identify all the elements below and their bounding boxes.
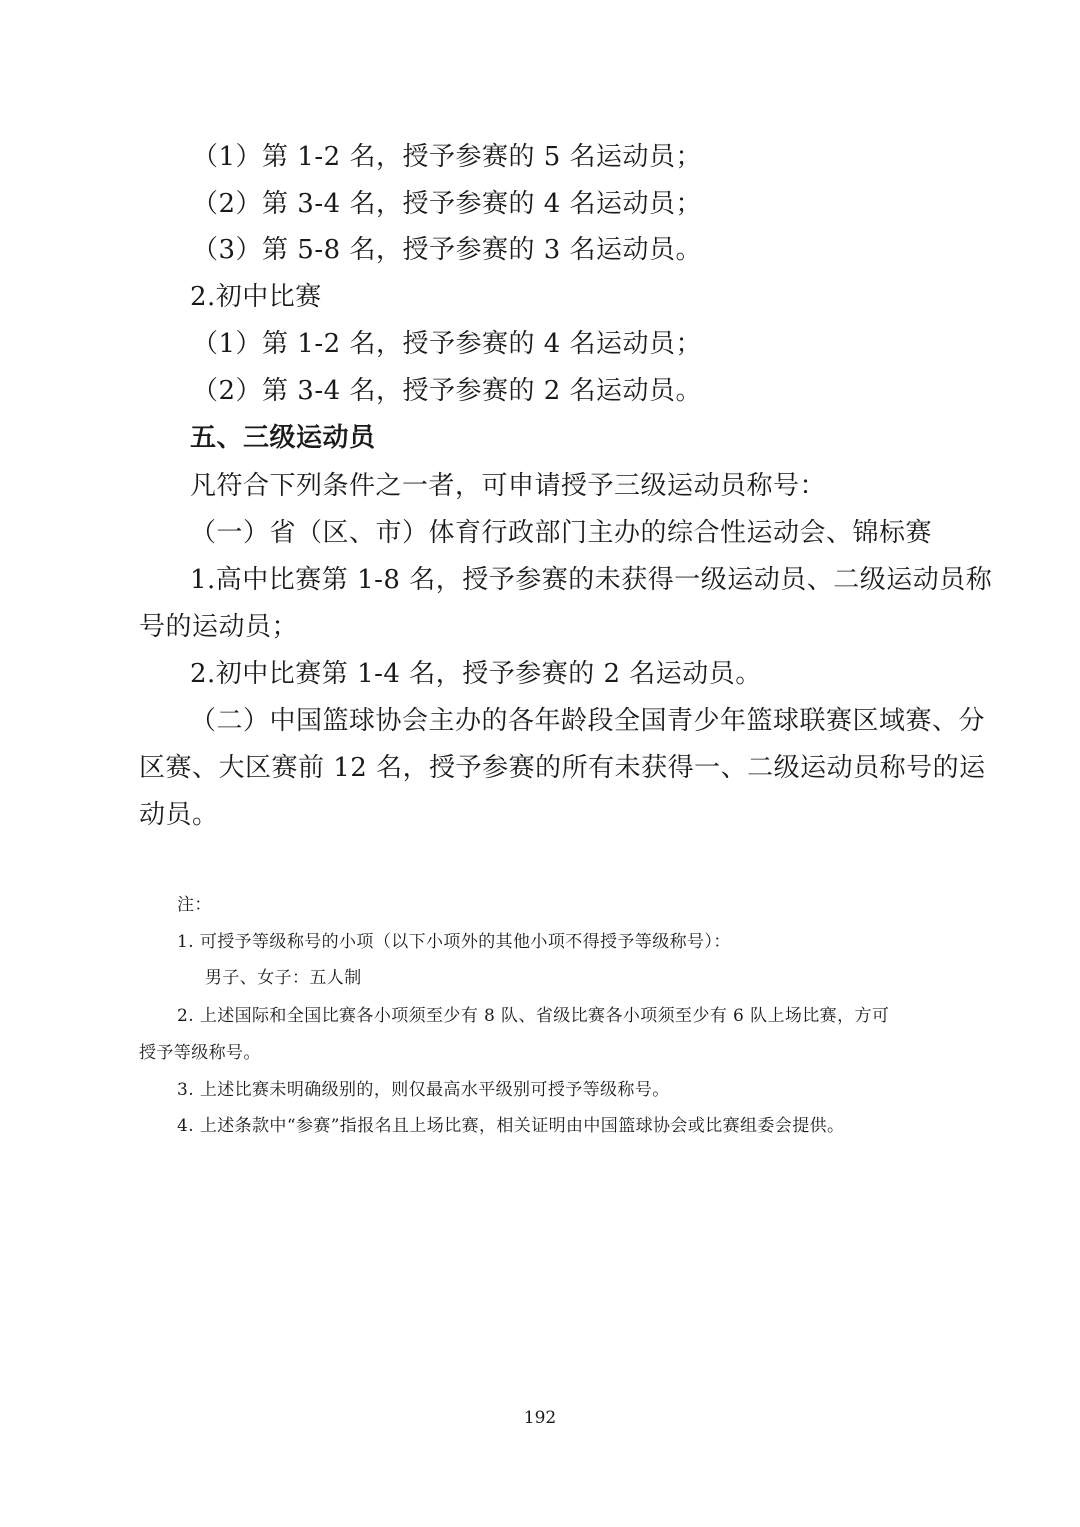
notes-label: 注： xyxy=(177,895,212,915)
junior-heading: 2.初中比赛 xyxy=(190,282,322,312)
clause-two-line-1: （二）中国篮球协会主办的各年龄段全国青少年篮球联赛区域赛、分 xyxy=(190,706,986,736)
note-4: 4. 上述条款中“参赛”指报名且上场比赛，相关证明由中国篮球协会或比赛组委会提供。 xyxy=(177,1116,845,1136)
junior-item-1: （1）第 1-2 名，授予参赛的 4 名运动员； xyxy=(192,329,703,359)
note-1-sub: 男子、女子：五人制 xyxy=(205,968,362,988)
high-school-item-2: （2）第 3-4 名，授予参赛的 4 名运动员； xyxy=(192,189,703,219)
note-1: 1. 可授予等级称号的小项（以下小项外的其他小项不得授予等级称号）： xyxy=(177,932,731,952)
clause-one-item-2: 2.初中比赛第 1-4 名，授予参赛的 2 名运动员。 xyxy=(190,659,762,689)
section-five-intro: 凡符合下列条件之一者，可申请授予三级运动员称号： xyxy=(190,471,827,501)
note-3: 3. 上述比赛未明确级别的，则仅最高水平级别可授予等级称号。 xyxy=(177,1080,670,1100)
junior-item-2: （2）第 3-4 名，授予参赛的 2 名运动员。 xyxy=(192,376,703,406)
section-five-title: 五、三级运动员 xyxy=(190,423,376,453)
note-2-line-2: 授予等级称号。 xyxy=(139,1043,261,1063)
clause-two-line-3: 动员。 xyxy=(139,800,219,830)
clause-one-item-1-line-2: 号的运动员； xyxy=(139,612,299,642)
high-school-item-3: （3）第 5-8 名，授予参赛的 3 名运动员。 xyxy=(192,235,703,265)
page-number: 192 xyxy=(523,1408,557,1428)
high-school-item-1: （1）第 1-2 名，授予参赛的 5 名运动员； xyxy=(192,142,703,172)
clause-one-item-1-line-1: 1.高中比赛第 1-8 名，授予参赛的未获得一级运动员、二级运动员称 xyxy=(190,565,993,595)
clause-two-line-2: 区赛、大区赛前 12 名，授予参赛的所有未获得一、二级运动员称号的运 xyxy=(139,753,986,783)
note-2-line-1: 2. 上述国际和全国比赛各小项须至少有 8 队、省级比赛各小项须至少有 6 队上场比赛，方可 xyxy=(177,1006,890,1026)
clause-one-title: （一）省（区、市）体育行政部门主办的综合性运动会、锦标赛 xyxy=(190,518,933,548)
